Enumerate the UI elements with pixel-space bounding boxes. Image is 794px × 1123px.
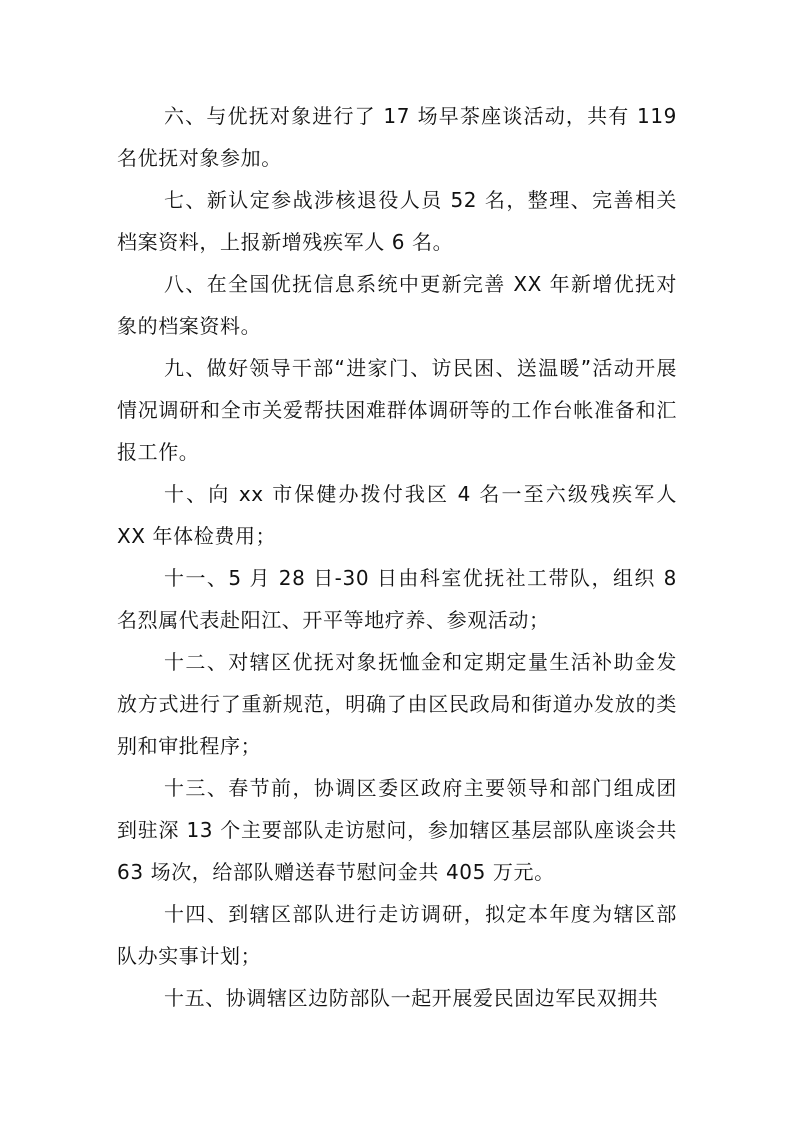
paragraph-item-7: 七、新认定参战涉核退役人员 52 名，整理、完善相关档案资料，上报新增残疾军人 6 名。 [117,188,677,254]
paragraph-item-6: 六、与优抚对象进行了 17 场早茶座谈活动，共有 119 名优抚对象参加。 [117,104,677,170]
paragraph-item-15: 十五、协调辖区边防部队一起开展爱民固边军民双拥共 [164,986,659,1010]
paragraph-item-9: 九、做好领导干部“进家门、访民困、送温暖”活动开展情况调研和全市关爱帮扶困难群体调研等的工作台帐准备和汇报工作。 [117,356,677,464]
paragraph-item-14: 十四、到辖区部队进行走访调研，拟定本年度为辖区部队办实事计划； [117,902,677,968]
paragraph-item-8: 八、在全国优抚信息系统中更新完善 XX 年新增优抚对象的档案资料。 [117,272,677,338]
paragraph-item-10: 十、向 xx 市保健办拨付我区 4 名一至六级残疾军人 XX 年体检费用； [117,482,677,548]
document-body [117,95,677,1019]
paragraph-item-13: 十三、春节前，协调区委区政府主要领导和部门组成团到驻深 13 个主要部队走访慰问，参加辖区基层部队座谈会共 63 场次，给部队赠送春节慰问金共 405 万元。 [117,776,677,884]
paragraph-item-12: 十二、对辖区优抚对象抚恤金和定期定量生活补助金发放方式进行了重新规范，明确了由区民政局和街道办发放的类别和审批程序； [117,650,677,758]
paragraph-item-11: 十一、5 月 28 日-30 日由科室优抚社工带队，组织 8 名烈属代表赴阳江、开平等地疗养、参观活动； [117,566,677,632]
